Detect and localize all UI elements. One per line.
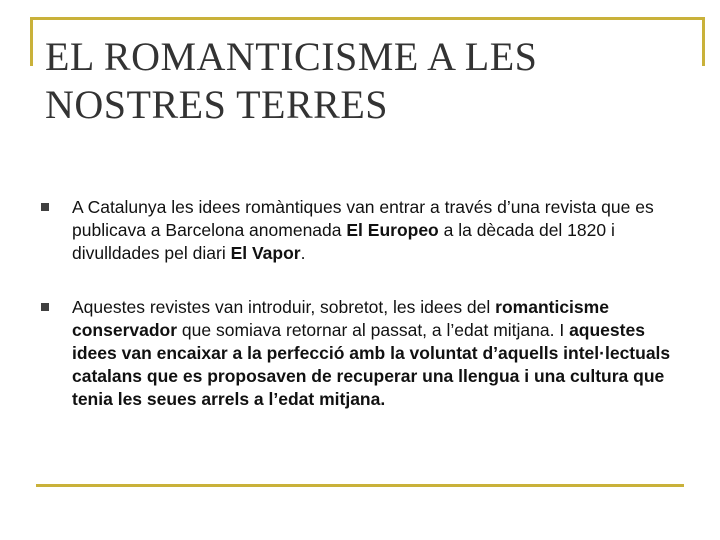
square-bullet-icon — [41, 303, 49, 311]
bullet-item — [40, 196, 680, 265]
frame-left-rule — [30, 17, 33, 66]
emphasis-idees-encaixar: aquestes idees van encaixar a la perfecció amb la voluntat d’aquells intel·lectuals catalans que es proposaven de recuperar una llengua i una cultura que tenia les seues arrels a l’edat mitjana. — [72, 320, 671, 409]
bullet-text — [72, 297, 670, 409]
emphasis-romanticisme-conservador: romanticisme conservador — [72, 297, 609, 340]
bullet-item — [40, 296, 680, 411]
bullet-text-segment: A Catalunya les idees romàntiques van entrar a través d’una revista que es publicava a Barcelona anomenada — [72, 197, 654, 240]
bullet-text-segment: a la dècada del 1820 i divulldades pel diari — [72, 220, 615, 263]
newspaper-name-el-vapor: El Vapor — [230, 243, 301, 263]
magazine-name-el-europeo: El Europeo — [346, 220, 439, 240]
bullet-text-segment: . — [300, 243, 306, 263]
bullet-text-segment: Aquestes revistes van introduir, sobretot, les idees del — [72, 297, 496, 317]
square-bullet-icon — [41, 203, 49, 211]
bullet-text-segment: que somiava retornar al passat, a l’edat mitjana. I — [177, 320, 570, 340]
frame-top-rule — [30, 17, 705, 20]
frame-bottom-rule — [36, 484, 684, 487]
bullet-list — [40, 196, 680, 442]
bullet-text — [72, 197, 654, 263]
frame-right-rule — [702, 17, 705, 66]
slide-title: EL ROMANTICISME A LES NOSTRES TERRES — [45, 34, 538, 127]
